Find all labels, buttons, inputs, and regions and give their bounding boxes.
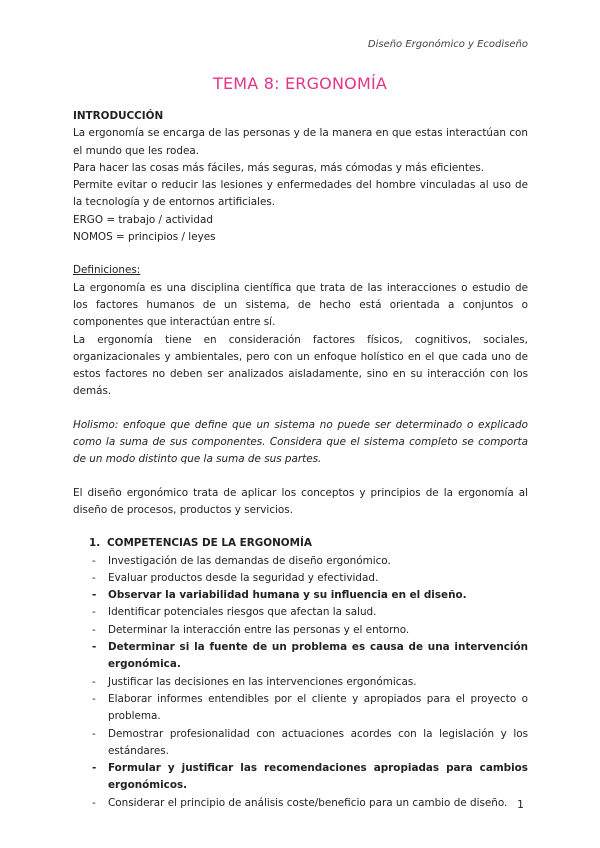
section-number: 1. (89, 537, 101, 550)
definitions-paragraph-2: La ergonomía tiene en consideración factores físicos, cognitivos, sociales, organizacionales y ambientales, pero con un enfoque holístico en el que cada uno de estos factores no deben ser analizados aisladamente, sino en su interacción con los demás. (73, 333, 528, 398)
section-heading (73, 535, 528, 552)
list-item: - Investigación de las demandas de diseño ergonómico. (73, 553, 528, 570)
list-item: - Demostrar profesionalidad con actuaciones acordes con la legislación y los estándares. (73, 726, 528, 761)
list-item: - Formular y justificar las recomendaciones apropiadas para cambios ergonómicos. (73, 760, 528, 795)
intro-paragraph-4: ERGO = trabajo / actividad (73, 213, 213, 226)
holism-paragraph: Holismo: enfoque que define que un sistema no puede ser determinado o explicado como la suma de sus componentes. Considera que el sistema completo se comporta de un modo distinto que la suma de sus partes. (73, 418, 528, 466)
list-item: - Observar la variabilidad humana y su influencia en el diseño. (73, 587, 528, 604)
intro-paragraph-5: NOMOS = principios / leyes (73, 231, 216, 244)
list-item: - Elaborar informes entendibles por el cliente y apropiados para el proyecto o problema. (73, 691, 528, 726)
competencias-list (73, 553, 528, 812)
page-title: TEMA 8: ERGONOMÍA (212, 74, 388, 93)
page-number: 1 (517, 798, 524, 811)
intro-paragraph-3: Permite evitar o reducir las lesiones y enfermedades del hombre vinculadas al uso de la tecnología y de entornos artificiales. (73, 179, 528, 209)
document-body (73, 108, 528, 812)
running-header: Diseño Ergonómico y Ecodiseño (367, 39, 528, 50)
definitions-heading: Definiciones: (73, 264, 141, 277)
intro-paragraph-2: Para hacer las cosas más fáciles, más seguras, más cómodas y más eficientes. (73, 161, 485, 174)
list-item: - Considerar el principio de análisis coste/beneficio para un cambio de diseño. (73, 795, 528, 812)
definitions-paragraph-1: La ergonomía es una disciplina científica que trata de las interacciones o estudio de los factores humanos de un sistema, de hecho está orientada a conjuntos o componentes que interactúan entre sí. (73, 281, 528, 329)
list-item: - Identificar potenciales riesgos que afectan la salud. (73, 604, 528, 621)
design-paragraph: El diseño ergonómico trata de aplicar los conceptos y principios de la ergonomía al diseño de procesos, productos y servicios. (73, 486, 528, 516)
intro-paragraph-1: La ergonomía se encarga de las personas y de la manera en que estas interactúan con el mundo que les rodea. (73, 127, 528, 157)
section-title: COMPETENCIAS DE LA ERGONOMÍA (107, 537, 312, 550)
list-item: - Justificar las decisiones en las intervenciones ergonómicas. (73, 674, 528, 691)
list-item: - Determinar la interacción entre las personas y el entorno. (73, 622, 528, 639)
list-item: - Determinar si la fuente de un problema es causa de una intervención ergonómica. (73, 639, 528, 674)
intro-heading: INTRODUCCIÓN (73, 110, 164, 122)
list-item: - Evaluar productos desde la seguridad y efectividad. (73, 570, 528, 587)
